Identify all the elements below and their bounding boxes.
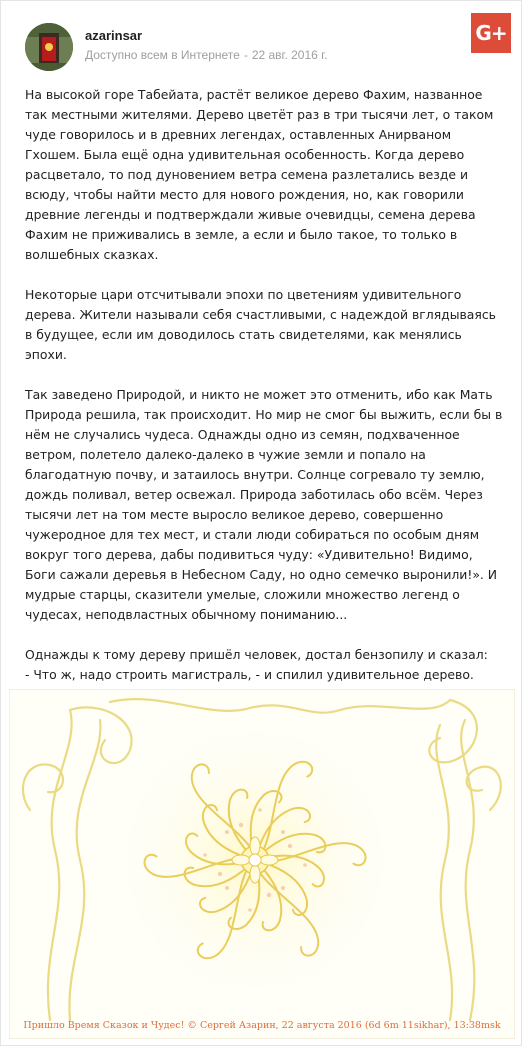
post-paragraph: На высокой горе Табейата, растёт великое дерево Фахим, названное так местными жителями. Дерево цветёт раз в три тысячи лет, о таком чуде говорилось и в древних легендах, оставленных Анирваном Гхошем. Была ещё одна удивительная особенность. Когда дерево расцветало, то под дуновением ветра семена разлетались везде и всюду, чтобы найти место для нового рождения, но, как говорили древние легенды и подтверждали живые очевидцы, семена дерева Фахим не приживались в земле, а если и было такое, то только в волшебных сказках. <box>25 87 494 262</box>
meta-separator: - <box>243 48 248 62</box>
google-plus-icon: G+ <box>475 21 507 45</box>
author-avatar[interactable] <box>25 23 73 71</box>
post-paragraph: Так заведено Природой, и никто не может это отменить, ибо как Мать Природа решила, так происходит. Но мир не смог бы выжить, если бы в нём не случались чудеса. Однажды одно из семян, подхваченное ветром, полетело далеко-далеко в чужие земли и попало на благодатную почву, и затаилось внутри. Солнце согревало ту землю, дождь поливал, ветер освежал. Природа заботилась обо всём. Через тысячи лет на том месте выросло великое дерево, совершенно чужеродное для тех мест, и стали люди собираться по особым дням вокруг того дерева, дабы подивиться чуду: «Удивительно! Видимо, Боги сажали деревья в Небесном Саду, но одно семечко выронили!». И мудрые старцы, сказители умелые, сложили множество легенд о чудесах, неподвластных обычному пониманию... <box>25 387 503 622</box>
post-date[interactable]: 22 авг. 2016 г. <box>251 48 328 62</box>
post-meta <box>85 48 327 62</box>
google-plus-share-button[interactable] <box>471 13 511 53</box>
post-paragraph: Однажды к тому дереву пришёл человек, достал бензопилу и сказал: - Что ж, надо строить магистраль, - и спилил удивительное дерево. <box>25 647 488 682</box>
visibility-label[interactable]: Доступно всем в Интернете <box>85 48 240 62</box>
post-image[interactable] <box>9 689 515 1039</box>
post-paragraph: Некоторые цари отсчитывали эпохи по цветениям удивительного дерева. Жители называли себя счастливыми, с надеждой вглядываясь в будущее, если им доводилось стать свидетелями, как менялись эпохи. <box>25 287 496 362</box>
author-name[interactable]: azarinsar <box>85 28 143 43</box>
ornament-artwork <box>10 690 515 1039</box>
image-caption: Пришло Время Сказок и Чудес! © Сергей Азарин, 22 августа 2016 (6d 6m 11sikhar), 13:38msk <box>23 1020 501 1031</box>
avatar-image <box>25 23 73 71</box>
